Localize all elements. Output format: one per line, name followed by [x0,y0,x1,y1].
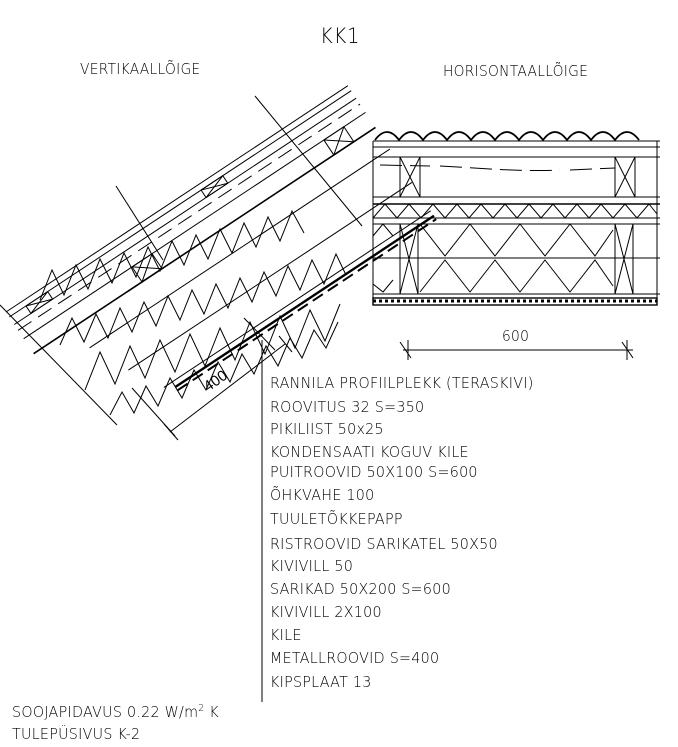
layer-label-1: ROOVITUS 32 S=350 [270,398,425,416]
layer-label-5: ÕHKVAHE 100 [270,486,375,504]
layer-label-11: KILE [270,626,302,644]
dim-horizontal-label: 600 [502,327,530,345]
layer-label-13: KIPSPLAAT 13 [270,673,372,691]
fire-rating-note: TULEPÜSIVUS K-2 [12,725,141,743]
layer-label-10: KIVIVILL 2X100 [270,603,382,621]
layer-label-3: KONDENSAATI KOGUV KILE [270,443,469,461]
layer-label-8: KIVIVILL 50 [270,557,354,575]
layer-label-7: RISTROOVID SARIKATEL 50X50 [270,535,498,553]
vertical-section-title: VERTIKAALLÕIGE [80,60,201,78]
layer-label-2: PIKILIIST 50x25 [270,420,384,438]
layer-label-9: SARIKAD 50X200 S=600 [270,580,451,598]
thermal-k: K [209,703,219,722]
layer-label-0: RANNILA PROFIILPLEKK (TERASKIVI) [270,374,534,392]
horizontal-section-title: HORISONTAALLÕIGE [443,62,589,80]
thermal-exponent: 2 [198,703,205,714]
thermal-resistance-note [12,703,219,721]
thermal-unit: W/m [164,703,199,722]
drawing-title: KK1 [320,24,361,48]
thermal-label: SOOJAPIDAVUS 0.22 [12,703,160,722]
horizontal-section [373,132,660,360]
layer-label-12: METALLROOVID S=400 [270,649,440,667]
layer-label-4: PUITROOVID 50X100 S=600 [270,463,478,481]
layer-label-6: TUULETÕKKEPAPP [270,510,403,528]
dim-vertical-label: 400 [200,366,231,396]
